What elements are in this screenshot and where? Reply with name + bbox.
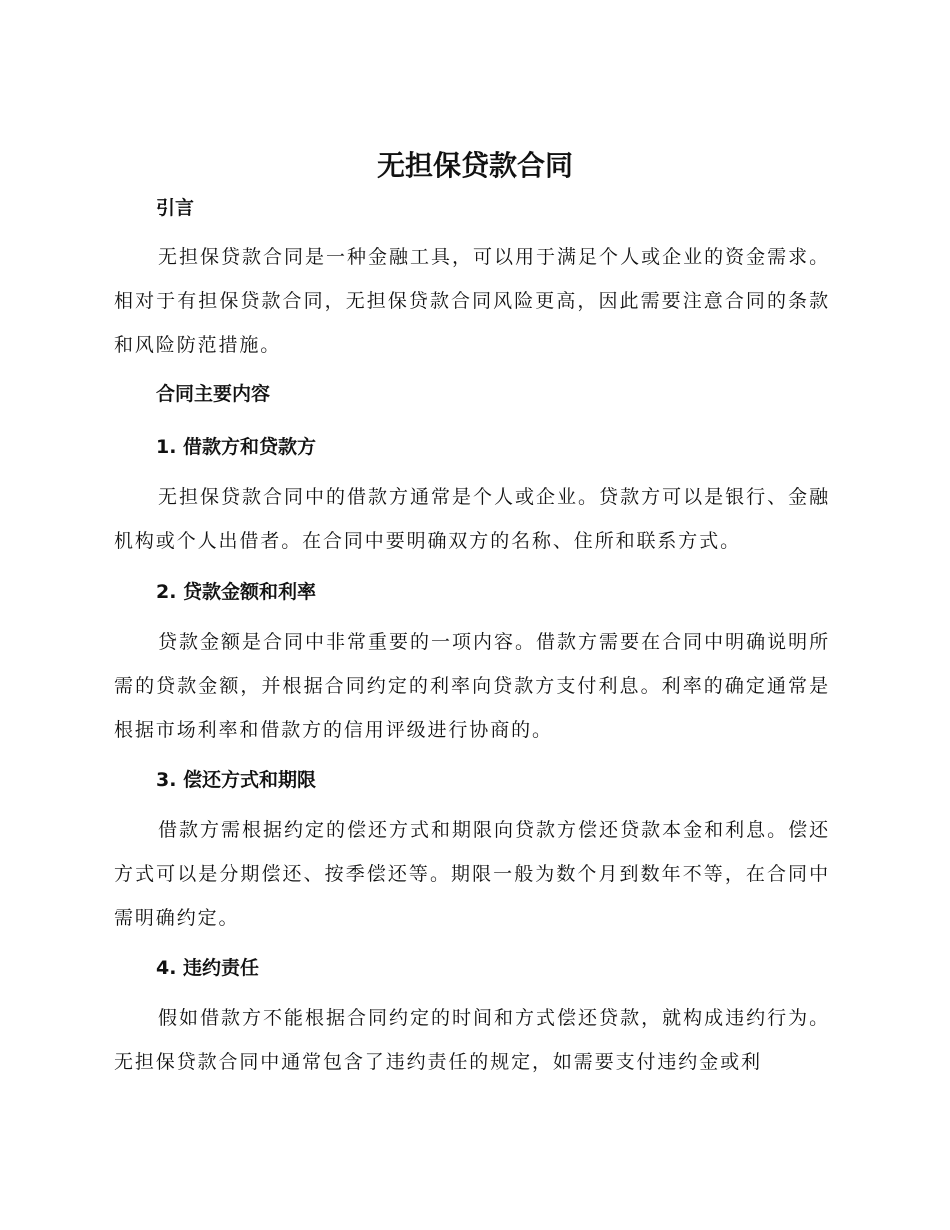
document-title: 无担保贷款合同 [376, 149, 573, 182]
intro-paragraph: 无担保贷款合同是一种金融工具，可以用于满足个人或企业的资金需求。相对于有担保贷款合同，无担保贷款合同风险更高，因此需要注意合同的条款和风险防范措施。 [114, 246, 830, 356]
section-paragraph-repayment: 借款方需根据约定的偿还方式和期限向贷款方偿还贷款本金和利息。偿还方式可以是分期偿还、按季偿还等。期限一般为数个月到数年不等，在合同中需明确约定。 [114, 819, 830, 929]
section-paragraph-default: 假如借款方不能根据合同约定的时间和方式偿还贷款，就构成违约行为。无担保贷款合同中通常包含了违约责任的规定，如需要支付违约金或利 [114, 1007, 830, 1073]
section-paragraph-parties: 无担保贷款合同中的借款方通常是个人或企业。贷款方可以是银行、金融机构或个人出借者。在合同中要明确双方的名称、住所和联系方式。 [114, 486, 830, 552]
section-heading-repayment: 3. 偿还方式和期限 [156, 769, 317, 791]
intro-heading: 引言 [156, 197, 195, 219]
section-heading-parties: 1. 借款方和贷款方 [156, 436, 317, 458]
section-heading-amount-rate: 2. 贷款金额和利率 [156, 581, 317, 603]
section-heading-default: 4. 违约责任 [156, 957, 260, 979]
section-paragraph-amount-rate: 贷款金额是合同中非常重要的一项内容。借款方需要在合同中明确说明所需的贷款金额，并根据合同约定的利率向贷款方支付利息。利率的确定通常是根据市场利率和借款方的信用评级进行协商的。 [114, 631, 830, 741]
main-content-heading: 合同主要内容 [156, 383, 271, 405]
